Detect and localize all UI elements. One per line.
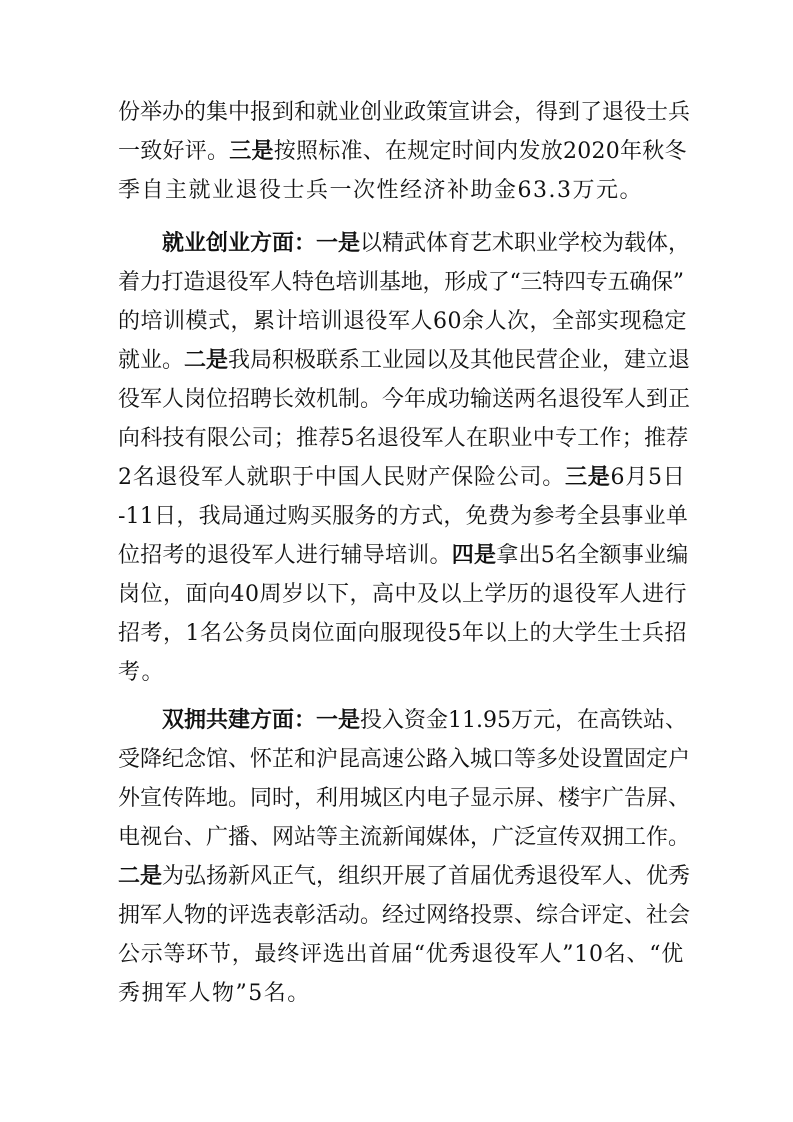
text-line bbox=[118, 504, 688, 530]
bold-lead-text: 四是 bbox=[451, 543, 497, 568]
body-text: 电视台、广播、网站等主流新闻媒体，广泛宣传双拥工作。 bbox=[118, 825, 691, 850]
body-text: -11日，我局通过购买服务的方式，免费为参考全县事业单 bbox=[118, 504, 689, 529]
bold-lead-text: 就业创业方面：一是 bbox=[162, 231, 361, 256]
body-text: 就业。 bbox=[118, 348, 185, 373]
text-line bbox=[118, 309, 687, 335]
bold-lead-text: 双拥共建方面：一是 bbox=[162, 708, 361, 733]
body-text: 招考，1名公务员岗位面向服现役5年以上的大学生士兵招 bbox=[118, 621, 687, 646]
body-text: 6月5日 bbox=[610, 465, 686, 490]
body-text: 2名退役军人就职于中国人民财产保险公司。 bbox=[118, 465, 565, 490]
text-line bbox=[118, 747, 690, 773]
bold-lead-text: 二是 bbox=[118, 864, 163, 889]
body-text: 拥军人物的评选表彰活动。经过网络投票、综合评定、社会 bbox=[118, 903, 691, 928]
text-line bbox=[118, 543, 689, 569]
body-text: 我局积极联系工业园以及其他民营企业，建立退 bbox=[228, 348, 691, 373]
body-text: 份举办的集中报到和就业创业政策宣讲会，得到了退役士兵 bbox=[118, 100, 691, 125]
text-line bbox=[118, 981, 311, 1007]
text-line bbox=[118, 864, 690, 890]
body-text: 按照标准、在规定时间内发放2020年秋冬 bbox=[273, 139, 687, 164]
text-line bbox=[162, 231, 690, 257]
body-text: 为弘扬新风正气，组织开展了首届优秀退役军人、优秀 bbox=[162, 864, 691, 889]
bold-lead-text: 三是 bbox=[565, 465, 611, 490]
text-line bbox=[118, 942, 684, 968]
text-line bbox=[118, 348, 690, 374]
text-line bbox=[118, 786, 690, 812]
body-text: 考。 bbox=[118, 660, 166, 685]
text-line bbox=[162, 708, 687, 734]
body-text: 向科技有限公司；推荐5名退役军人在职业中专工作；推荐 bbox=[118, 426, 689, 451]
body-text: 秀拥军人物”5名。 bbox=[118, 981, 311, 1006]
body-text: 外宣传阵地。同时，利用城区内电子显示屏、楼宇广告屏、 bbox=[118, 786, 691, 811]
text-line bbox=[118, 582, 687, 608]
body-text: 岗位，面向40周岁以下，高中及以上学历的退役军人进行 bbox=[118, 582, 687, 607]
text-line bbox=[118, 270, 684, 296]
text-line bbox=[118, 660, 165, 686]
body-text: 季自主就业退役士兵一次性经济补助金63.3万元。 bbox=[118, 178, 643, 203]
body-text: 的培训模式，累计培训退役军人60余人次，全部实现稳定 bbox=[118, 309, 687, 334]
text-line bbox=[118, 825, 690, 851]
text-line bbox=[118, 903, 690, 929]
body-text: 着力打造退役军人特色培训基地，形成了“三特四专五确保” bbox=[118, 270, 684, 295]
body-text: 以精武体育艺术职业学校为载体， bbox=[360, 231, 691, 256]
bold-lead-text: 二是 bbox=[184, 348, 229, 373]
text-line bbox=[118, 465, 686, 491]
body-text: 位招考的退役军人进行辅导培训。 bbox=[118, 543, 452, 568]
body-text: 投入资金11.95万元，在高铁站、 bbox=[360, 708, 687, 733]
body-text: 役军人岗位招聘长效机制。今年成功输送两名退役军人到正 bbox=[118, 387, 691, 412]
body-text: 受降纪念馆、怀芷和沪昆高速公路入城口等多处设置固定户 bbox=[118, 747, 691, 772]
body-text: 拿出5名全额事业编 bbox=[496, 543, 689, 568]
body-text: 公示等环节，最终评选出首届“优秀退役军人”10名、“优 bbox=[118, 942, 684, 967]
text-line bbox=[118, 621, 687, 647]
text-line bbox=[118, 100, 690, 126]
bold-lead-text: 三是 bbox=[229, 139, 274, 164]
text-line bbox=[118, 178, 643, 204]
body-text: 一致好评。 bbox=[118, 139, 230, 164]
text-line bbox=[118, 387, 690, 413]
text-line bbox=[118, 426, 689, 452]
text-line bbox=[118, 139, 687, 165]
